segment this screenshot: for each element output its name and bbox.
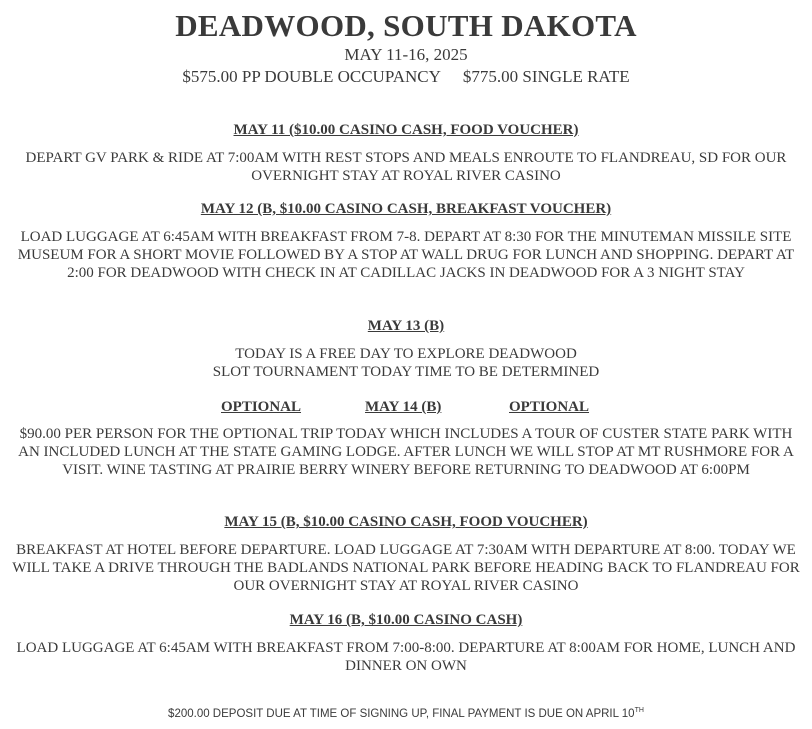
deposit-note-text: $200.00 DEPOSIT DUE AT TIME OF SIGNING UP, FINAL PAYMENT IS DUE ON APRIL 10 xyxy=(168,708,635,720)
day-text-may-13-line-1: TODAY IS A FREE DAY TO EXPLORE DEADWOOD xyxy=(235,346,577,362)
day-text-may-13-line-2: SLOT TOURNAMENT TODAY TIME TO BE DETERMINED xyxy=(212,364,600,380)
day-text-may-11: DEPART GV PARK & RIDE AT 7:00AM WITH REST STOPS AND MEALS ENROUTE TO FLANDREAU, SD FOR OUR OVERNIGHT STAY AT ROYAL RIVER CASINO xyxy=(25,150,787,184)
deposit-note xyxy=(0,706,812,722)
trip-rates xyxy=(0,67,812,87)
rate-double: $575.00 PP DOUBLE OCCUPANCY xyxy=(182,67,441,86)
optional-label-right: OPTIONAL xyxy=(509,399,590,415)
page-title: DEADWOOD, SOUTH DAKOTA xyxy=(175,8,637,43)
day-heading-may-11: MAY 11 ($10.00 CASINO CASH, FOOD VOUCHER) xyxy=(233,122,579,138)
deposit-note-superscript: TH xyxy=(634,707,644,715)
trip-dates: MAY 11-16, 2025 xyxy=(344,45,468,64)
day-text-may-15: BREAKFAST AT HOTEL BEFORE DEPARTURE. LOAD LUGGAGE AT 7:30AM WITH DEPARTURE AT 8:00. TODAY WE WILL TAKE A DRIVE THROUGH THE BADLANDS NATIONAL PARK BEFORE HEADING BACK TO FLANDREAU FOR OUR OVERNIGHT STAY AT ROYAL RIVER CASINO xyxy=(12,542,800,594)
day-text-may-12: LOAD LUGGAGE AT 6:45AM WITH BREAKFAST FROM 7-8. DEPART AT 8:30 FOR THE MINUTEMAN MISSILE SITE MUSEUM FOR A SHORT MOVIE FOLLOWED BY A STOP AT WALL DRUG FOR LUNCH AND SHOPPING. DEPART AT 2:00 FOR DEADWOOD WITH CHECK IN AT CADILLAC JACKS IN DEADWOOD FOR A 3 NIGHT STAY xyxy=(17,229,795,281)
day-text-may-14: $90.00 PER PERSON FOR THE OPTIONAL TRIP TODAY WHICH INCLUDES A TOUR OF CUSTER STATE PARK WITH AN INCLUDED LUNCH AT THE STATE GAMING LODGE. AFTER LUNCH WE WILL STOP AT MT RUSHMORE FOR A VISIT. WINE TASTING AT PRAIRIE BERRY WINERY BEFORE RETURNING TO DEADWOOD AT 6:00PM xyxy=(18,426,794,478)
optional-label-left: OPTIONAL xyxy=(221,399,302,415)
day-heading-may-16: MAY 16 (B, $10.00 CASINO CASH) xyxy=(289,612,523,628)
day-heading-may-14: MAY 14 (B) xyxy=(365,399,442,415)
day-heading-may-15: MAY 15 (B, $10.00 CASINO CASH, FOOD VOUCHER) xyxy=(224,514,588,530)
day-text-may-16: LOAD LUGGAGE AT 6:45AM WITH BREAKFAST FROM 7:00-8:00. DEPARTURE AT 8:00AM FOR HOME, LUNCH AND DINNER ON OWN xyxy=(16,640,796,674)
day-heading-may-13: MAY 13 (B) xyxy=(367,318,445,334)
day-heading-may-12: MAY 12 (B, $10.00 CASINO CASH, BREAKFAST VOUCHER) xyxy=(200,201,612,217)
rate-single: $775.00 SINGLE RATE xyxy=(462,67,630,86)
